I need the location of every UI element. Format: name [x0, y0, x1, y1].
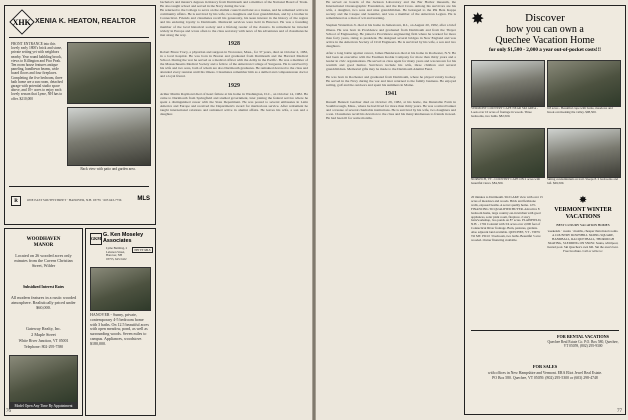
vermont-body: weekends · weeks · months, cheaper than motel rooms. A COUNTRY DOWNHILL SKIING SQUARE, HANDBALL, RACQUETBALL, THOROUGH SKATING, SLEDDING ON SNOW. Sauna, whirlpool, heated pool. Ski Quechee's own hill. Ski the area's best. Free brochure. Call or write to: — [547, 229, 619, 253]
quechee-caption-4: Skiing condominium on trail. Sleeps 8. 2 bedrooms and loft. $69,500. — [547, 177, 619, 185]
star-icon: ✸ — [471, 11, 485, 28]
right-page — [316, 0, 628, 420]
quechee-headline-1: Discover — [525, 12, 565, 24]
quechee-caption-2: 9.8 acres - Beautiful cape with barns, meadows and brook overlooking the valley. $98,500. — [547, 106, 613, 114]
vermont-subtitle: BEST LUXURY VACATION HOMES — [556, 223, 610, 227]
woodhaven-phone: Telephone: 802-295-7580 — [23, 345, 64, 349]
heaton-title: XENIA K. HEATON, REALTOR — [35, 16, 136, 25]
quechee-headline-2: how you can own a — [506, 24, 584, 35]
sales-title: FOR SALES — [532, 364, 558, 369]
heaton-ad — [4, 5, 156, 225]
year-1929: 1929 — [228, 82, 240, 89]
sales-body: with offices in New Hampshire and Vermont. ERA Eliot Jewel Real Estate. PO Box 580. Quechee, VT 05059. (802) 295-5300 or (603) 298-4748 — [487, 371, 603, 380]
quechee-listings-text: 20 minutes to Dartmouth. SKI LAKE view with over 15 acres of meadows and woods. Brick and fieldstone walls, exposed beams. A secret quality home. 12% FINANCING TO QUALIFIED BUYER. Attractive 8 bedroom home, large country eat-in kitchen with good appliances, solar plant room, fireplace. 2 story barn/workshop, two ponds on 8+ acres. PLAINFIELD, N.H. - 1792 Colonial with 3/4 acres over 2,000 feet of Connecticut River frontage. Barn, pastures, gardens. Also adjacent land available. QUECHEE, VT - VIEW TO MT. PICO: 3 bedroom, two baths. Beautiful 5 acre wooded. Owner financing available. — [471, 196, 543, 242]
quechee-photo-2 — [547, 60, 621, 107]
moseley-body: HANOVER - Sunny, private, contemporary 4-5 bedroom home with 3 baths. On 12.5 beautiful acres with open meadow, pond, as well as surrounding woods. Seven miles to campus. Appliances, woodstove. $180,000. — [90, 312, 149, 346]
woodhaven-addr2: White River Junction, VT 05001 — [18, 339, 69, 343]
moseley-logo: GKM — [90, 233, 102, 245]
vermont-title: VERMONT WINTER VACATIONS — [554, 207, 612, 220]
page-number-left: 76 — [6, 409, 11, 414]
quechee-headline-3: Quechee Vacation Home — [495, 35, 595, 46]
woodhaven-ad — [4, 228, 83, 416]
moseley-photo — [90, 267, 151, 311]
quechee-photo-1 — [471, 60, 545, 107]
heaton-logo: XHK — [9, 9, 34, 34]
class-notes-intro: bachelor's and master's degrees in history from Dartmouth and a member of the National Board of Trade. He also taught school and served in the Navy during the war. — [160, 0, 308, 9]
woodhaven-subtitle: Located on 26 wooded acres only minutes from the Cavern Christian Street, Wilder — [14, 253, 73, 268]
class-notes-column-left: bachelor's and master's degrees in history from Dartmouth and a member of the National Board of Trade. He also taught school and served in the Navy during the war. He returned to the College to serve on the alumni council and later as a trustee, and he remained active in community affairs. He is survived by his wife, two daughters and four grandchildren, and by a brother in Connecticut. Friends and classmates recall his generosity, his keen interest in the history of the region and his enduring loyalty to Dartmouth. Memorial services were held in Hanover. He was a founding member of the local historical society and a lifelong reader of the classics. In retirement he traveled widely in Europe and wrote often to the class secretary with news of his adventures and of classmates he met along the way. 1928 Robert Bruce Tracy, a physician and surgeon in Worcester, Mass., for 37 years, died on October 2, 1982, in a local hospital. He was born in Boston and graduated from Dartmouth and the Harvard Medical School. During the war he served as a medical officer with the Army in the Pacific. He was a member of the Massachusetts Medical Society and a fellow of the American College of Surgeons. He is survived by his wife and two sons, both of whom are also Dartmouth graduates. He remained devoted to the class and attended every reunion until his illness. Classmates remember him as a skilled and compassionate doctor and a loyal friend. 1929 Arthur Martin Raymond died of heart failure at his home in Washington, D.C., on October 14, 1982. He came to Dartmouth from Springfield and studied government, later joining the federal service where he spent a distinguished career with the State Department. He was posted to several embassies in Latin America and Europe and received the Department's award for meritorious service. After retirement he taught international relations and remained active in alumni affairs. He leaves his wife, a son and a daughter. — [160, 0, 308, 116]
quechee-headline-4: for only $1,500 - 2,000 a year out-of-pocket costs!!! — [489, 47, 601, 53]
heaton-photo-front — [67, 42, 151, 104]
quechee-ad — [464, 5, 626, 415]
page-number-right: 77 — [617, 409, 622, 414]
moseley-ad — [85, 228, 156, 416]
vermont-box — [547, 196, 619, 326]
vermont-star-icon: ✸ — [578, 195, 588, 206]
mls-badge: MLS — [137, 196, 150, 202]
woodhaven-photo — [9, 355, 78, 403]
woodhaven-footer: Model Open Any Time By Appointment — [9, 403, 78, 409]
realtor-logo: R — [11, 196, 21, 206]
woodhaven-addr1: 2 Maple Street — [31, 332, 56, 337]
heaton-footer: ONE EAST SOUTH STREET · HANOVER, N.H. 03755 · 603 643-7736 — [27, 198, 122, 202]
quechee-caption-3: NORWICH, VT - COUNTRY CAPE ON 2 acres with beautiful views. $84,500. — [471, 177, 541, 185]
left-page — [0, 0, 312, 420]
class-notes-column-right: He served on boards of the Jackson Laboratory and the Bar Harbor museum, the International Oceanographic Foundation, and the Red Cross. Among his survivors are his wife, a daughter, two sons and nine grandchildren. He belonged to the Phi Beta Kappa society and the Casque and Gauntlet, and was a member of the American Legion. He is remembered as a man of wit and learning. Stephen Waterman Jr. died at his home in Jamestown, R.I., on August 20, 1982, after a brief illness. He was born in Providence and graduated from Dartmouth and from the Thayer School of Engineering. He joined a Providence engineering firm where he worked for more than forty years, rising to president. He designed several bridges in New England and was active in the American Society of Civil Engineers. He is survived by his wife, a son and two daughters. After a long battle against cancer, James Henderson died at his home in Rochester, N.Y. He had been an executive with the Eastman Kodak Company for more than thirty years and a leader in civic organizations. He served as class agent for many years and was known for his warmth and good humor. Survivors include his wife, three children and several grandchildren. Memorial gifts may be made to the Dartmouth Alumni Fund. He was born in Rochester and graduated from Dartmouth, where he played varsity hockey. He served in the Navy during the war and later returned to the family business. He enjoyed sailing, golf and the outdoors and spent his summers in Maine. 1941 Russell Bennett Gardner died on October 29, 1982, at his home, the Dunstable Farm in Southborough, Mass., where he had lived for more than thirty years. He was a retired banker and a trustee of several charitable institutions. He is survived by his wife, two daughters and a son. Classmates recall his devotion to the class and his many kindnesses to friends in need. He had been ill for some months. — [326, 0, 456, 121]
woodhaven-rates: Subsidized Interest Rates — [22, 285, 65, 289]
year-1941: 1941 — [385, 90, 397, 97]
heaton-caption: Back view with patio and garden area. — [80, 167, 136, 171]
moseley-title: G. Ken Moseley Associates — [103, 232, 144, 244]
quechee-caption-1: VERMONT COUNTRY CAPE NEAR SKI AREA - Look over 10 acres of frontage in woods. Three bedrooms, two baths. $82,500. — [471, 106, 538, 118]
heaton-photo-back — [67, 107, 151, 166]
woodhaven-title: WOODHAVEN MANOR — [26, 237, 61, 248]
moseley-address: Lyme Building, 2 Lebanon Street, Hanover, NH 03755, 643-5422 — [106, 246, 128, 261]
rentals-title: FOR RENTAL VACATIONS — [556, 334, 610, 339]
rentals-body: Quechee Real Estate Co. P.O. Box 580, Quechee, VT 05059, (802) 295-9300 — [547, 340, 619, 349]
woodhaven-agent: Gateway Realty, Inc. — [25, 326, 62, 331]
quechee-photo-4 — [547, 128, 621, 178]
moseley-mls-badge: NH·VT MLS — [132, 247, 153, 253]
year-1928: 1928 — [228, 40, 240, 47]
heaton-body: FRONT ENTRANCE into this lovely early 1800's brick and stone, private setting yet with neighbors nearby. Year round babbling brook, views to Killington and Pico Peak. Ten room house features antique paneling, handhewn beams, wide board floors and four fireplaces. Completing the five bedroom, three bath home are a sun room, detached garage with potential studio space above, and 10+ acres to enjoy each lovely season that Lyme, NH has to offer. $210,000 — [11, 42, 63, 101]
woodhaven-body: All modern features in a rustic wooded atmosphere. Realistically priced under $60,000. — [10, 295, 77, 310]
quechee-photo-3 — [471, 128, 545, 178]
